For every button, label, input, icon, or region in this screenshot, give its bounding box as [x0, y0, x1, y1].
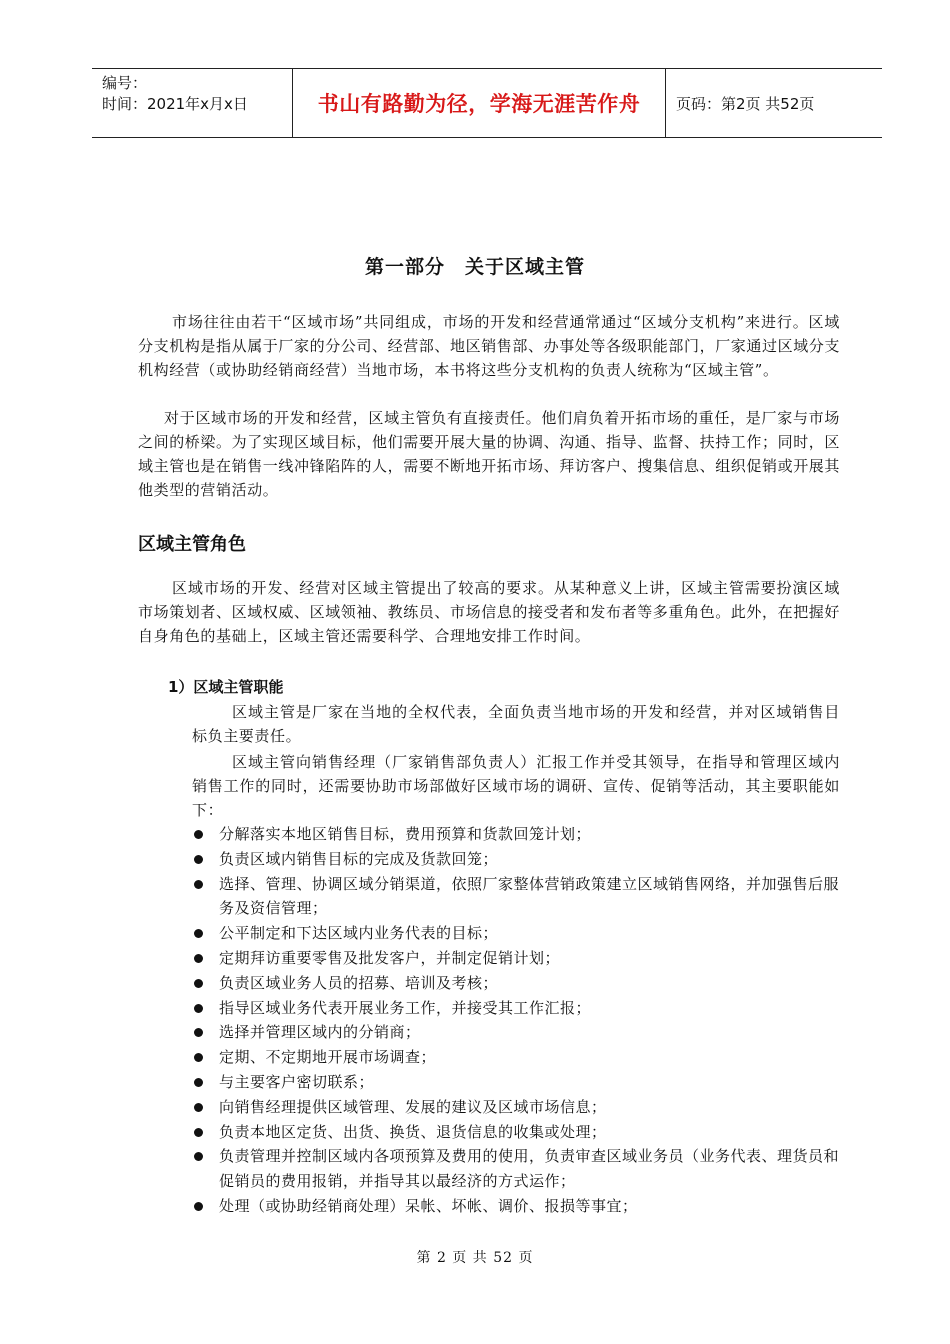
list-item: 负责区域业务人员的招募、培训及考核；	[192, 971, 842, 996]
bullet-icon	[194, 830, 203, 839]
time-label: 时间：2021年x月x日	[102, 95, 248, 113]
list-item: 负责管理并控制区域内各项预算及费用的使用，负责审查区域业务员（业务代表、理货员和促销员的费用报销，并指导其以最经济的方式运作；	[192, 1144, 842, 1194]
duties-list	[192, 822, 842, 1219]
list-item: 与主要客户密切联系；	[192, 1070, 842, 1095]
list-item: 定期拜访重要零售及批发客户，并制定促销计划；	[192, 946, 842, 971]
intro-paragraph-1: 市场往往由若干“区域市场”共同组成，市场的开发和经营通常通过“区域分支机构”来进行。区域分支机构是指从属于厂家的分公司、经营部、地区销售部、办事处等各级职能部门，厂家通过区域分支机构经营（或协助经销商经营）当地市场，本书将这些分支机构的负责人统称为“区域主管”。	[138, 313, 841, 379]
list-item: 负责本地区定货、出货、换货、退货信息的收集或处理；	[192, 1120, 842, 1145]
bullet-icon	[194, 1128, 203, 1137]
intro-paragraph-2: 对于区域市场的开发和经营，区域主管负有直接责任。他们肩负着开拓市场的重任，是厂家与市场之间的桥梁。为了实现区域目标，他们需要开展大量的协调、沟通、指导、监督、扶持工作；同时，区域主管也是在销售一线冲锋陷阵的人，需要不断地开拓市场、拜访客户、搜集信息、组织促销或开展其他类型的营销活动。	[138, 409, 841, 499]
header-page-cell	[666, 69, 882, 137]
bullet-icon	[194, 929, 203, 938]
subsection-heading: 1）区域主管职能	[168, 678, 284, 696]
bullet-icon	[194, 1078, 203, 1087]
list-item: 负责区域内销售目标的完成及货款回笼；	[192, 847, 842, 872]
bullet-icon	[194, 1103, 203, 1112]
page-header	[92, 68, 882, 138]
duty-intro-paragraph-1: 区域主管是厂家在当地的全权代表，全面负责当地市场的开发和经营，并对区域销售目标负主要责任。	[192, 703, 840, 745]
page-title: 第一部分 关于区域主管	[364, 256, 585, 278]
bullet-icon	[194, 855, 203, 864]
bullet-icon	[194, 1202, 203, 1211]
list-item: 分解落实本地区销售目标，费用预算和货款回笼计划；	[192, 822, 842, 847]
list-item: 选择并管理区域内的分销商；	[192, 1020, 842, 1045]
list-item: 定期、不定期地开展市场调查；	[192, 1045, 842, 1070]
list-item: 选择、管理、协调区域分销渠道，依照厂家整体营销政策建立区域销售网络，并加强售后服务及资信管理；	[192, 872, 842, 922]
bullet-icon	[194, 1152, 203, 1161]
bullet-icon	[194, 1053, 203, 1062]
bullet-icon	[194, 880, 203, 889]
section-paragraph: 区域市场的开发、经营对区域主管提出了较高的要求。从某种意义上讲，区域主管需要扮演区域市场策划者、区域权威、区域领袖、教练员、市场信息的接受者和发布者等多重角色。此外，在把握好自身角色的基础上，区域主管还需要科学、合理地安排工作时间。	[138, 579, 841, 645]
list-item: 公平制定和下达区域内业务代表的目标；	[192, 921, 842, 946]
page-label: 页码：第2页 共52页	[676, 94, 815, 113]
bullet-icon	[194, 954, 203, 963]
bullet-icon	[194, 1028, 203, 1037]
header-info-cell	[92, 69, 293, 137]
page-footer: 第 2 页 共 52 页	[416, 1250, 534, 1266]
duty-intro-paragraph-2: 区域主管向销售经理（厂家销售部负责人）汇报工作并受其领导，在指导和管理区域内销售工作的同时，还需要协助市场部做好区域市场的调研、宣传、促销等活动，其主要职能如下：	[192, 753, 840, 819]
serial-label: 编号：	[102, 74, 148, 92]
list-item: 指导区域业务代表开展业务工作，并接受其工作汇报；	[192, 996, 842, 1021]
list-item: 向销售经理提供区域管理、发展的建议及区域市场信息；	[192, 1095, 842, 1120]
header-motto-cell	[293, 69, 666, 137]
motto-text: 书山有路勤为径，学海无涯苦作舟	[317, 92, 641, 116]
bullet-icon	[194, 1004, 203, 1013]
list-item: 处理（或协助经销商处理）呆帐、坏帐、调价、报损等事宜；	[192, 1194, 842, 1219]
section-heading: 区域主管角色	[138, 534, 246, 555]
bullet-icon	[194, 979, 203, 988]
